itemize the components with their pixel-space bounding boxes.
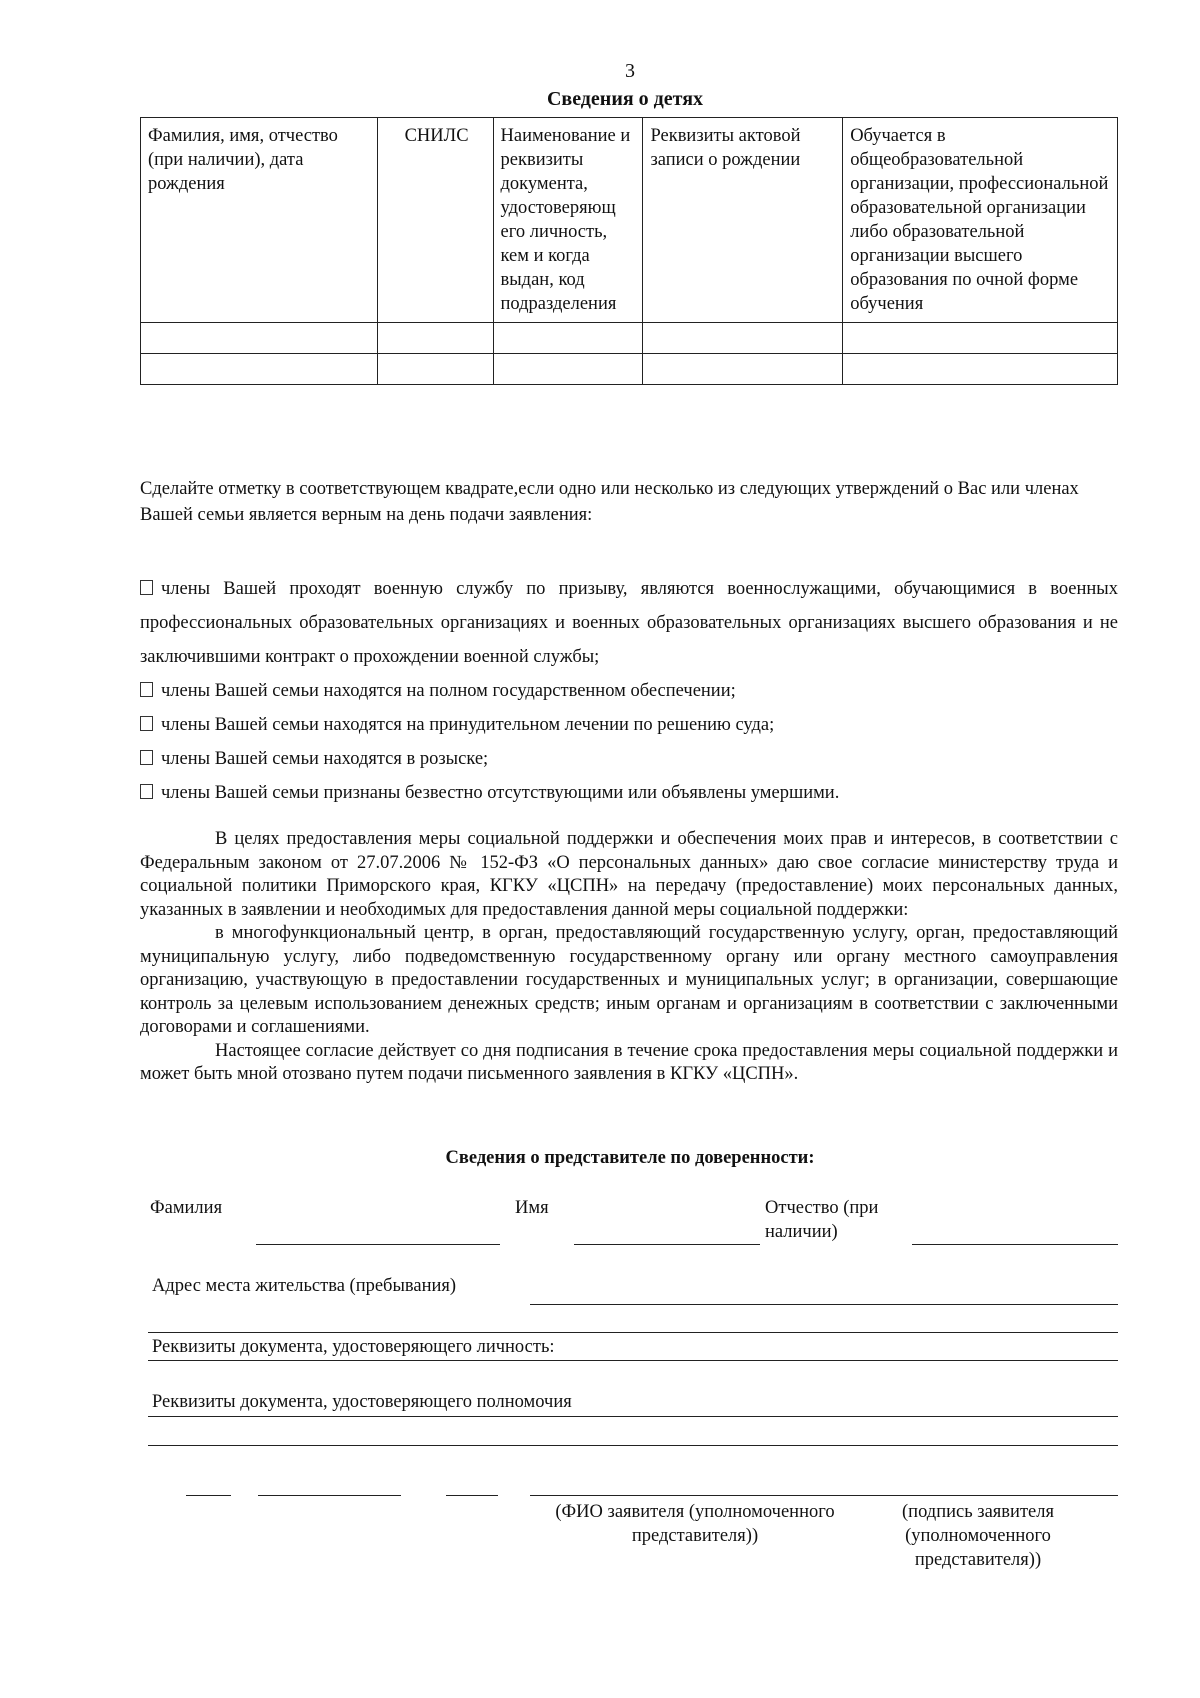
table-cell[interactable]: [493, 323, 643, 354]
checkbox-item: [140, 742, 1118, 776]
name-label: Имя: [515, 1198, 549, 1218]
checkbox-item: [140, 674, 1118, 708]
id-document-label: Реквизиты документа, удостоверяющего личность:: [152, 1337, 555, 1357]
authority-document-field[interactable]: [148, 1416, 1118, 1417]
checkbox-item: [140, 572, 1118, 674]
table-cell[interactable]: [843, 354, 1118, 385]
name-field[interactable]: [574, 1244, 760, 1245]
checkbox-item: [140, 776, 1118, 810]
checkbox[interactable]: [140, 682, 153, 697]
consent-paragraph: в многофункциональный центр, в орган, предоставляющий государственную услугу, орган, предоставляющий муниципальную услугу, либо подведомственную государственному органу или органу местного самоуправления организацию, участвующую в предоставлении государственных и муниципальных услуг; в организации, совершающие контроль за целевым использованием денежных средств; иным органам и организациям в соответствии с заключенными договорами и соглашениями.: [140, 923, 1118, 1037]
checkbox[interactable]: [140, 716, 153, 731]
date-month-field[interactable]: [258, 1495, 401, 1496]
table-cell[interactable]: [377, 323, 493, 354]
authority-document-field-continued[interactable]: [148, 1445, 1118, 1446]
header-fio: Фамилия, имя, отчество (при наличии), дата рождения: [141, 118, 378, 323]
header-snils: СНИЛС: [377, 118, 493, 323]
table-row: [141, 354, 1118, 385]
table-row: [141, 323, 1118, 354]
date-year-field[interactable]: [446, 1495, 498, 1496]
checkbox-item: [140, 708, 1118, 742]
surname-label: Фамилия: [150, 1198, 223, 1218]
children-table: [140, 117, 1118, 385]
patronymic-label: Отчество (при наличии): [765, 1198, 879, 1242]
checkbox-label: члены Вашей семьи находятся на принудительном лечении по решению суда;: [161, 715, 775, 735]
table-cell[interactable]: [141, 323, 378, 354]
checkbox-label: члены Вашей семьи находятся в розыске;: [161, 749, 489, 769]
address-field-continued[interactable]: [148, 1332, 1118, 1333]
date-day-field[interactable]: [186, 1495, 231, 1496]
header-birth-record: Реквизиты актовой записи о рождении: [643, 118, 843, 323]
signature-field[interactable]: [530, 1495, 1118, 1496]
fio-caption: (ФИО заявителя (уполномоченного представителя)): [555, 1502, 835, 1546]
consent-text: [140, 828, 1118, 1087]
representative-section-title: Сведения о представителе по доверенности:: [445, 1148, 815, 1168]
checkbox-instructions: Сделайте отметку в соответствующем квадрате,если одно или несколько из следующих утверждений о Вас или членах Вашей семьи является верным на день подачи заявления:: [140, 479, 1079, 525]
id-document-field[interactable]: [148, 1360, 1118, 1361]
table-header-row: [141, 118, 1118, 323]
table-cell[interactable]: [141, 354, 378, 385]
table-cell[interactable]: [377, 354, 493, 385]
patronymic-field[interactable]: [912, 1244, 1118, 1245]
checkbox[interactable]: [140, 784, 153, 799]
address-label: Адрес места жительства (пребывания): [152, 1276, 457, 1296]
surname-field[interactable]: [256, 1244, 500, 1245]
table-cell[interactable]: [643, 323, 843, 354]
address-field[interactable]: [530, 1304, 1118, 1305]
children-section-title: Сведения о детях: [546, 88, 704, 110]
checkbox-label: члены Вашей семьи находятся на полном государственном обеспечении;: [161, 681, 736, 701]
header-education: Обучается в общеобразовательной организации, профессиональной образовательной организации либо образовательной организации высшего образования по очной форме обучения: [843, 118, 1118, 323]
checkbox-list: [140, 572, 1118, 810]
consent-paragraph: Настоящее согласие действует со дня подписания в течение срока предоставления меры социальной поддержки и может быть мной отозвано путем подачи письменного заявления в КГКУ «ЦСПН».: [140, 1040, 1118, 1084]
table-cell[interactable]: [643, 354, 843, 385]
checkbox[interactable]: [140, 580, 153, 595]
table-cell[interactable]: [843, 323, 1118, 354]
header-id-document: Наименование и реквизиты документа, удостоверяющ его личность, кем и когда выдан, код подразделения: [493, 118, 643, 323]
page-number: 3: [625, 60, 635, 82]
signature-caption: (подпись заявителя (уполномоченного представителя)): [902, 1502, 1054, 1570]
authority-document-label: Реквизиты документа, удостоверяющего полномочия: [152, 1392, 572, 1412]
table-cell[interactable]: [493, 354, 643, 385]
checkbox[interactable]: [140, 750, 153, 765]
checkbox-label: члены Вашей семьи признаны безвестно отсутствующими или объявлены умершими.: [161, 783, 840, 803]
checkbox-label: члены Вашей проходят военную службу по призыву, являются военнослужащими, обучающимися в военных профессиональных образовательных организациях и военных образовательных организациях высшего образования и не заключившими контракт о прохождении военной службы;: [140, 579, 1118, 667]
consent-paragraph: В целях предоставления меры социальной поддержки и обеспечения моих прав и интересов, в соответствии с Федеральным законом от 27.07.2006 № 152-ФЗ «О персональных данных» даю свое согласие министерству труда и социальной политики Приморского края, КГКУ «ЦСПН» на передачу (предоставление) моих персональных данных, указанных в заявлении и необходимых для предоставления данной меры социальной поддержки:: [140, 829, 1118, 920]
